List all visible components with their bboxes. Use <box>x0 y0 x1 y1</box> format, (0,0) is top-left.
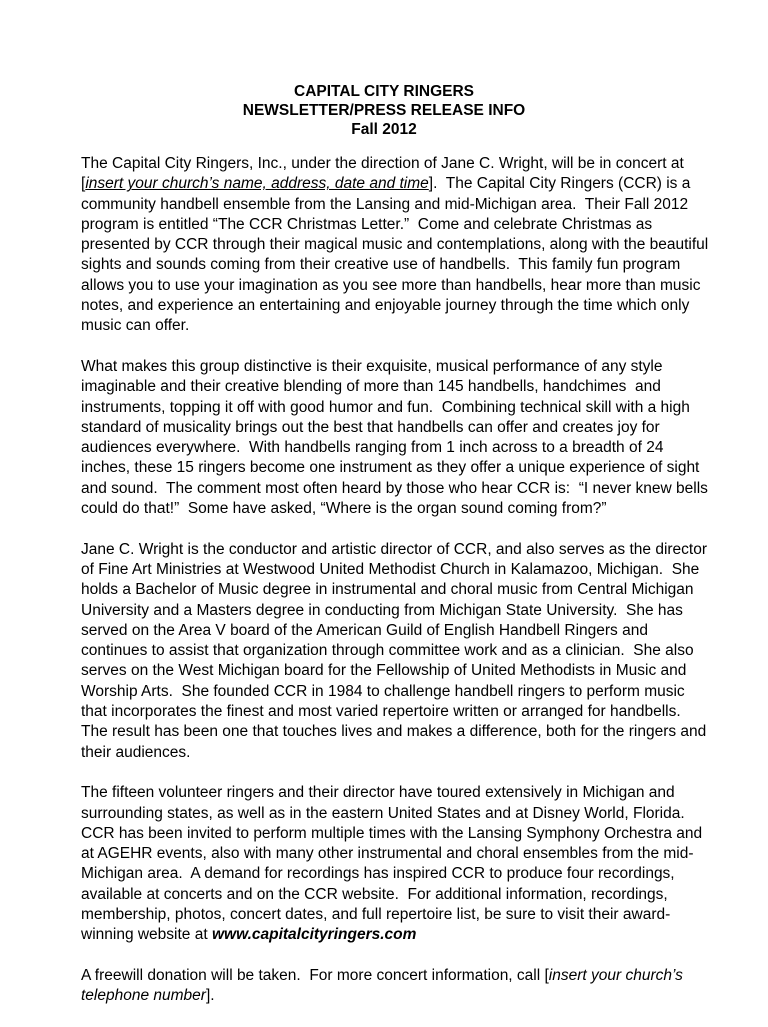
text-line <box>81 844 721 864</box>
placeholder-text: insert your church’s <box>548 966 683 984</box>
text-segment: membership, photos, concert dates, and full repertoire list, be sure to visit their award- <box>81 905 671 923</box>
text-segment: serves on the West Michigan board for the Fellowship of United Methodists in Music and <box>81 662 687 680</box>
text-line <box>81 418 721 438</box>
text-segment: and sound. The comment most often heard by those who hear CCR is: “I never knew bells <box>81 479 708 497</box>
text-line <box>81 479 721 499</box>
text-line <box>81 783 721 803</box>
text-line <box>81 540 721 560</box>
title-organization: CAPITAL CITY RINGERS <box>294 83 474 100</box>
text-segment: Worship Arts. She founded CCR in 1984 to challenge handbell ringers to perform music <box>81 682 685 700</box>
text-segment: holds a Bachelor of Music degree in instrumental and choral music from Central Michigan <box>81 581 694 599</box>
document-body <box>81 154 721 1027</box>
text-line <box>81 215 721 235</box>
text-line <box>81 864 721 884</box>
text-line <box>81 174 721 194</box>
text-segment: CCR has been invited to perform multiple times with the Lansing Symphony Orchestra and <box>81 824 703 842</box>
text-segment: instruments, topping it off with good humor and fun. Combining technical skill with a high <box>81 398 690 416</box>
text-segment: What makes this group distinctive is their exquisite, musical performance of any style <box>81 357 663 375</box>
text-line <box>81 438 721 458</box>
text-line <box>81 316 721 336</box>
text-line <box>81 885 721 905</box>
text-segment: presented by CCR through their magical music and contemplations, along with the beautiful <box>81 236 709 254</box>
document-title <box>0 82 768 139</box>
text-line <box>81 925 721 945</box>
title-subtitle: NEWSLETTER/PRESS RELEASE INFO <box>242 102 526 119</box>
text-segment: The Capital City Ringers, Inc., under the direction of Jane C. Wright, will be in concert at <box>81 155 684 172</box>
text-line <box>81 458 721 478</box>
text-segment: sights and sounds coming from their creative use of handbells. This family fun program <box>81 256 681 274</box>
text-segment: their audiences. <box>81 743 191 761</box>
text-segment: winning website at <box>81 926 212 944</box>
text-line <box>81 986 721 1006</box>
text-line <box>81 154 721 174</box>
text-line <box>81 905 721 925</box>
text-segment: [ <box>81 175 86 193</box>
text-segment: surrounding states, as well as in the eastern United States and at Disney World, Florida. <box>81 804 685 822</box>
text-line <box>81 580 721 600</box>
text-line <box>81 641 721 661</box>
placeholder-text: telephone number <box>81 987 206 1005</box>
text-segment: at AGEHR events, also with many other instrumental and choral ensembles from the mid- <box>81 845 694 863</box>
paragraph <box>81 357 721 519</box>
text-line <box>81 722 721 742</box>
text-line <box>81 824 721 844</box>
text-line <box>81 661 721 681</box>
text-segment: notes, and experience an entertaining and enjoyable journey through the time which only <box>81 297 690 315</box>
text-segment: Jane C. Wright is the conductor and artistic director of CCR, and also serves as the director <box>81 540 708 558</box>
text-segment: served on the Area V board of the American Guild of English Handbell Ringers and <box>81 621 648 639</box>
text-segment: music can offer. <box>81 317 190 335</box>
text-segment: Michigan area. A demand for recordings has inspired CCR to produce four recordings, <box>81 865 675 883</box>
text-line <box>81 804 721 824</box>
text-line <box>81 702 721 722</box>
text-segment: ]. <box>205 987 215 1005</box>
text-segment: could do that!” Some have asked, “Where is the organ sound coming from?” <box>81 500 607 518</box>
text-line <box>81 743 721 763</box>
text-line <box>81 966 721 986</box>
paragraph <box>81 783 721 945</box>
paragraph <box>81 154 721 337</box>
text-segment: The fifteen volunteer ringers and their director have toured extensively in Michigan and <box>81 784 675 802</box>
text-segment: community handbell ensemble from the Lansing and mid-Michigan area. Their Fall 2012 <box>81 195 689 213</box>
text-segment: ]. The Capital City Ringers (CCR) is a <box>428 175 691 193</box>
text-segment: audiences everywhere. With handbells ranging from 1 inch across to a breadth of 24 <box>81 439 664 457</box>
text-line <box>81 195 721 215</box>
text-segment: imaginable and their creative blending of more than 145 handbells, handchimes and <box>81 378 661 396</box>
text-segment: The result has been one that touches lives and makes a difference, both for the ringers and <box>81 723 707 741</box>
text-segment: available at concerts and on the CCR website. For additional information, recordings, <box>81 885 668 903</box>
text-line <box>81 499 721 519</box>
text-line <box>81 560 721 580</box>
text-line <box>81 682 721 702</box>
text-segment: program is entitled “The CCR Christmas Letter.” Come and celebrate Christmas as <box>81 215 653 233</box>
paragraph <box>81 966 721 1007</box>
text-line <box>81 601 721 621</box>
text-segment: allows you to use your imagination as you see more than handbells, hear more than music <box>81 276 701 294</box>
text-segment: standard of musicality brings out the best that handbells can offer and creates joy for <box>81 418 660 436</box>
website-link[interactable]: www.capitalcityringers.com <box>211 926 417 944</box>
placeholder-text: insert your church’s name, address, date and time <box>85 175 429 193</box>
text-line <box>81 357 721 377</box>
text-segment: A freewill donation will be taken. For more concert information, call [ <box>81 966 549 984</box>
text-line <box>81 377 721 397</box>
text-segment: University and a Masters degree in conducting from Michigan State University. She has <box>81 601 683 619</box>
text-segment: continues to assist that organization through committee work and as a clinician. She also <box>81 642 694 660</box>
text-segment: that incorporates the finest and most varied repertoire written or arranged for handbells. <box>81 703 681 721</box>
text-line <box>81 296 721 316</box>
text-line <box>81 621 721 641</box>
text-line <box>81 398 721 418</box>
text-line <box>81 276 721 296</box>
text-line <box>81 255 721 275</box>
text-segment: inches, these 15 ringers become one instrument as they offer a unique experience of sight <box>81 459 700 477</box>
title-season: Fall 2012 <box>351 121 417 138</box>
text-line <box>81 235 721 255</box>
paragraph <box>81 540 721 763</box>
text-segment: of Fine Art Ministries at Westwood United Methodist Church in Kalamazoo, Michigan. She <box>81 560 700 578</box>
